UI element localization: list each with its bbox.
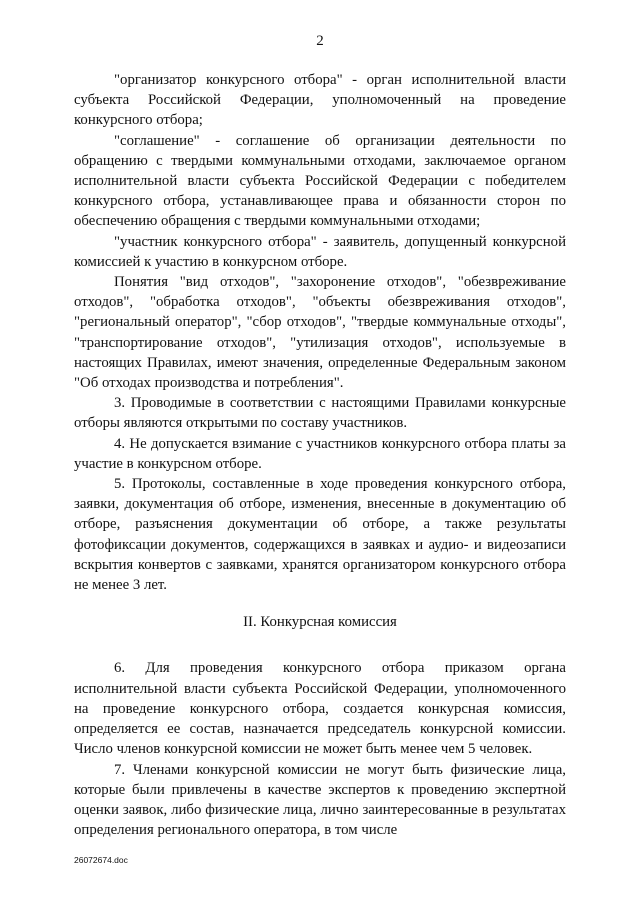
paragraph: 7. Членами конкурсной комиссии не могут быть физические лица, которые были привлечены в качестве экспертов к проведению экспертной оценки заявок, либо физические лица, лично заинтересованные в результатах определения регионального оператора, в том числе — [74, 761, 566, 839]
paragraph: "организатор конкурсного отбора" - орган исполнительной власти субъекта Российской Федерации, уполномоченный на проведение конкурсного отбора; — [74, 72, 566, 129]
page-number: 2 — [316, 33, 324, 49]
footer-doc-id: 26072674.doc — [74, 855, 128, 865]
paragraph: 3. Проводимые в соответствии с настоящими Правилами конкурсные отборы являются открытыми по составу участников. — [74, 395, 566, 432]
paragraph: 5. Протоколы, составленные в ходе проведения конкурсного отбора, заявки, документация об отборе, изменения, внесенные в документацию об отборе, разъяснения документации об отборе, а также результаты фотофиксации документов, содержащихся в заявках и аудио- и видеозаписи вскрытия конвертов с заявками, хранятся организатором конкурсного отбора не менее 3 лет. — [74, 476, 566, 594]
paragraph: 4. Не допускается взимание с участников конкурсного отбора платы за участие в конкурсном отборе. — [74, 435, 566, 472]
section-heading: II. Конкурсная комиссия — [243, 614, 397, 631]
paragraph: "соглашение" - соглашение об организации деятельности по обращению с твердыми коммунальными отходами, заключаемое органом исполнительной власти субъекта Российской Федерации с победителем конкурсного отбора, устанавливающее права и обязанности сторон по обеспечению обращения с твердыми коммунальными отходами; — [74, 132, 566, 230]
document-body — [74, 70, 566, 840]
paragraph: "участник конкурсного отбора" - заявитель, допущенный конкурсной комиссией к участию в конкурсном отборе. — [74, 233, 566, 270]
paragraph: 6. Для проведения конкурсного отбора приказом органа исполнительной власти субъекта Российской Федерации, уполномоченного на проведение конкурсного отбора, создается конкурсная комиссия, определяется ее состав, назначается председатель конкурсной комиссии. Число членов конкурсной комиссии не может быть менее чем 5 человек. — [74, 660, 566, 758]
paragraph: Понятия "вид отходов", "захоронение отходов", "обезвреживание отходов", "обработка отходов", "объекты обезвреживания отходов", "региональный оператор", "сбор отходов", "твердые коммунальные отходы", "транспортирование отходов", "утилизация отходов", используемые в настоящих Правилах, имеют значения, определенные Федеральным законом "Об отходах производства и потребления". — [74, 274, 566, 392]
